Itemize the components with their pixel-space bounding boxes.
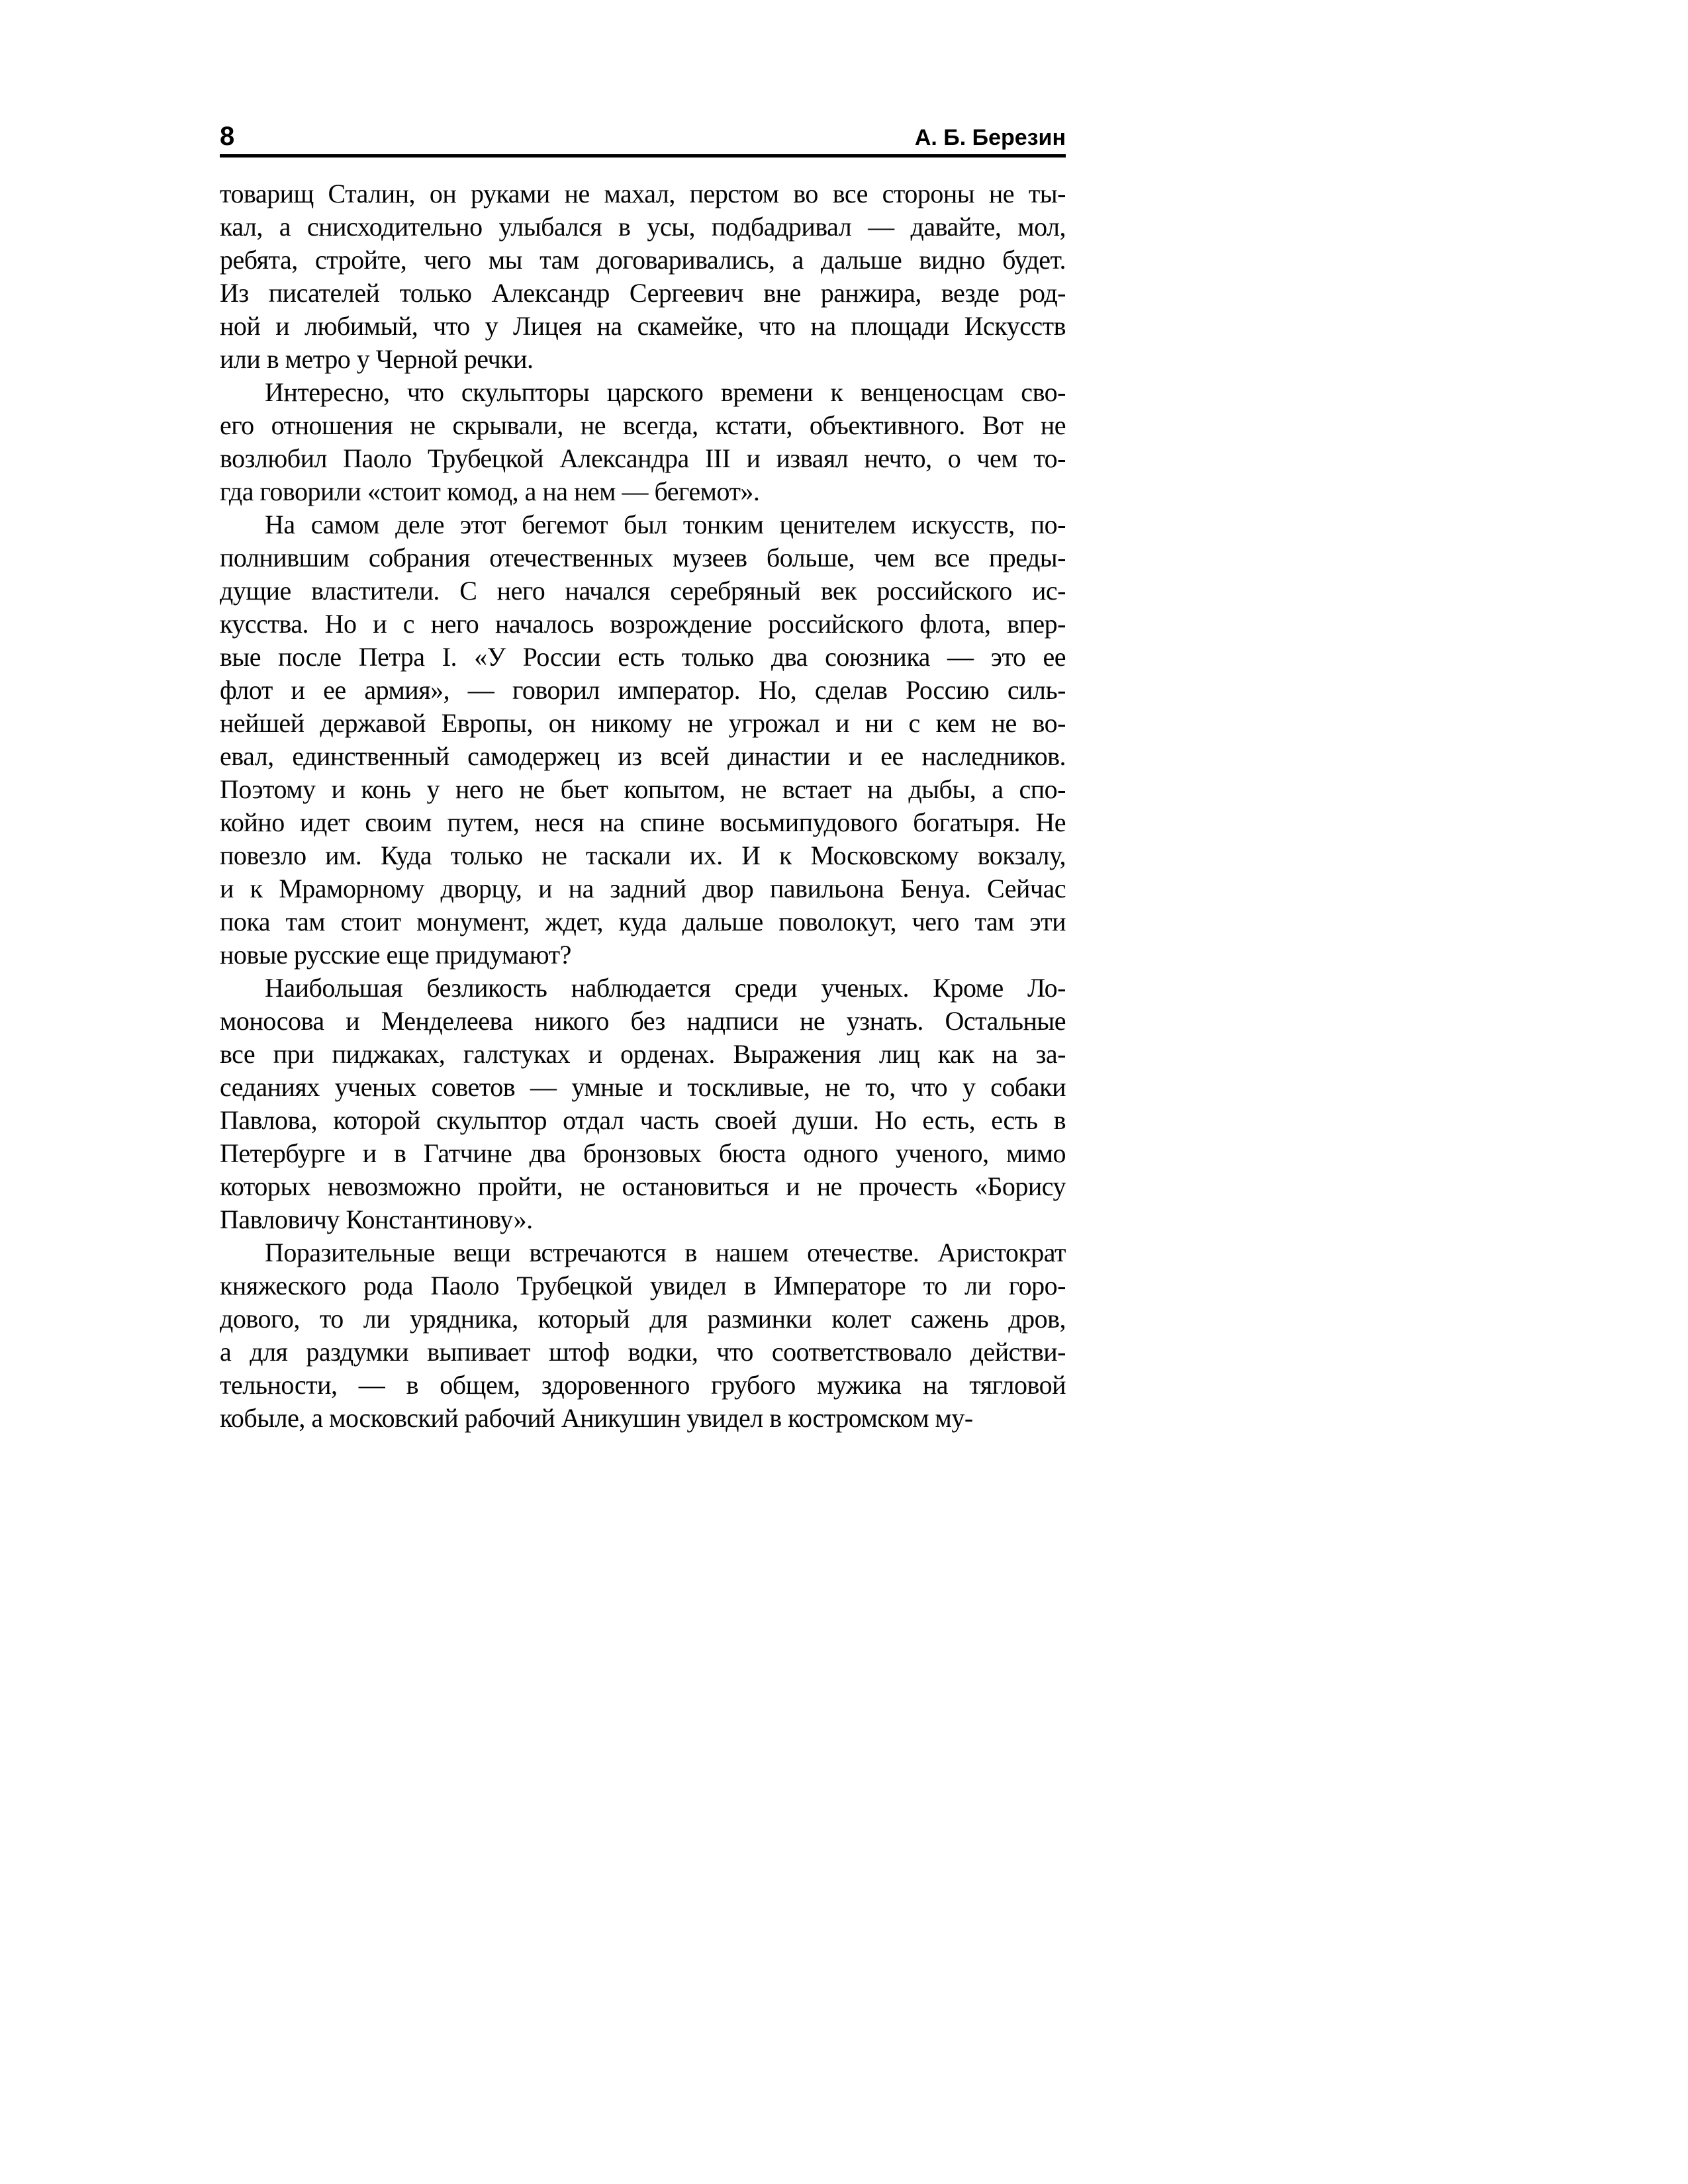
text-line: гда говорили «стоит комод, а на нем — бегемот». (220, 477, 760, 506)
text-line: или в метро у Черной речки. (220, 344, 534, 374)
body-text (220, 177, 1066, 1435)
text-line: пока там стоит монумент, ждет, куда дальше поволокут, чего там эти (220, 907, 1066, 936)
text-line: кобыле, а московский рабочий Аникушин увидел в костромском му- (220, 1403, 973, 1433)
text-line: все при пиджаках, галстуках и орденах. Выражения лиц как на за- (220, 1039, 1066, 1069)
text-line: повезло им. Куда только не таскали их. И к Московскому вокзалу, (220, 841, 1066, 870)
paragraph (220, 177, 1066, 376)
text-line: возлюбил Паоло Трубецкой Александра III и изваял нечто, о чем то- (220, 443, 1066, 473)
header-rule (220, 154, 1066, 158)
page-header (220, 122, 1066, 152)
paragraph (220, 1236, 1066, 1435)
paragraph (220, 376, 1066, 508)
text-line: полнившим собрания отечественных музеев больше, чем все преды- (220, 543, 1066, 572)
text-line: евал, единственный самодержец из всей династии и ее наследников. (220, 741, 1066, 771)
text-line: кусства. Но и с него началось возрождение российского флота, впер- (220, 609, 1066, 639)
text-line: которых невозможно пройти, не остановиться и не прочесть «Борису (220, 1171, 1066, 1201)
text-line: ной и любимый, что у Лицея на скамейке, что на площади Искусств (220, 311, 1066, 341)
text-line: вые после Петра I. «У России есть только два союзника — это ее (220, 642, 1066, 672)
text-line: Поразительные вещи встречаются в нашем отечестве. Аристократ (265, 1238, 1066, 1267)
text-line: княжеского рода Паоло Трубецкой увидел в Императоре то ли горо- (220, 1271, 1066, 1300)
text-line: Поэтому и конь у него не бьет копытом, не встает на дыбы, а спо- (220, 774, 1066, 804)
paragraph (220, 972, 1066, 1236)
text-line: а для раздумки выпивает штоф водки, что соответствовало действи- (220, 1337, 1066, 1367)
text-line: койно идет своим путем, неся на спине восьмипудового богатыря. Не (220, 807, 1066, 837)
text-line: товарищ Сталин, он руками не махал, перстом во все стороны не ты- (220, 179, 1066, 208)
text-line: Петербурге и в Гатчине два бронзовых бюста одного ученого, мимо (220, 1138, 1066, 1168)
text-line: новые русские еще придумают? (220, 940, 571, 970)
text-line: На самом деле этот бегемот был тонким ценителем искусств, по- (265, 510, 1066, 539)
text-line: нейшей державой Европы, он никому не угрожал и ни с кем не во- (220, 708, 1066, 738)
page-number: 8 (220, 122, 235, 151)
text-line: дового, то ли урядника, который для разминки колет сажень дров, (220, 1304, 1066, 1334)
text-line: тельности, — в общем, здоровенного грубого мужика на тягловой (220, 1370, 1066, 1400)
text-line: Павлова, которой скульптор отдал часть своей души. Но есть, есть в (220, 1105, 1066, 1135)
text-line: его отношения не скрывали, не всегда, кстати, объективного. Вот не (220, 410, 1066, 440)
text-line: Интересно, что скульпторы царского времени к венценосцам сво- (265, 377, 1066, 407)
text-line: Наибольшая безликость наблюдается среди ученых. Кроме Ло- (265, 973, 1066, 1003)
text-line: Из писателей только Александр Сергеевич вне ранжира, везде род- (220, 278, 1066, 308)
paragraph (220, 508, 1066, 972)
text-line: Павловичу Константинову». (220, 1205, 533, 1234)
text-line: дущие властители. С него начался серебряный век российского ис- (220, 576, 1066, 606)
text-line: ребята, стройте, чего мы там договаривались, а дальше видно будет. (220, 245, 1066, 275)
text-line: кал, а снисходительно улыбался в усы, подбадривал — давайте, мол, (220, 212, 1066, 242)
text-line: и к Мраморному дворцу, и на задний двор павильона Бенуа. Сейчас (220, 874, 1066, 903)
text-line: флот и ее армия», — говорил император. Но, сделав Россию силь- (220, 675, 1066, 705)
text-line: седаниях ученых советов — умные и тоскливые, не то, что у собаки (220, 1072, 1066, 1102)
running-head-author: А. Б. Березин (914, 125, 1066, 150)
text-line: моносова и Менделеева никого без надписи не узнать. Остальные (220, 1006, 1066, 1036)
